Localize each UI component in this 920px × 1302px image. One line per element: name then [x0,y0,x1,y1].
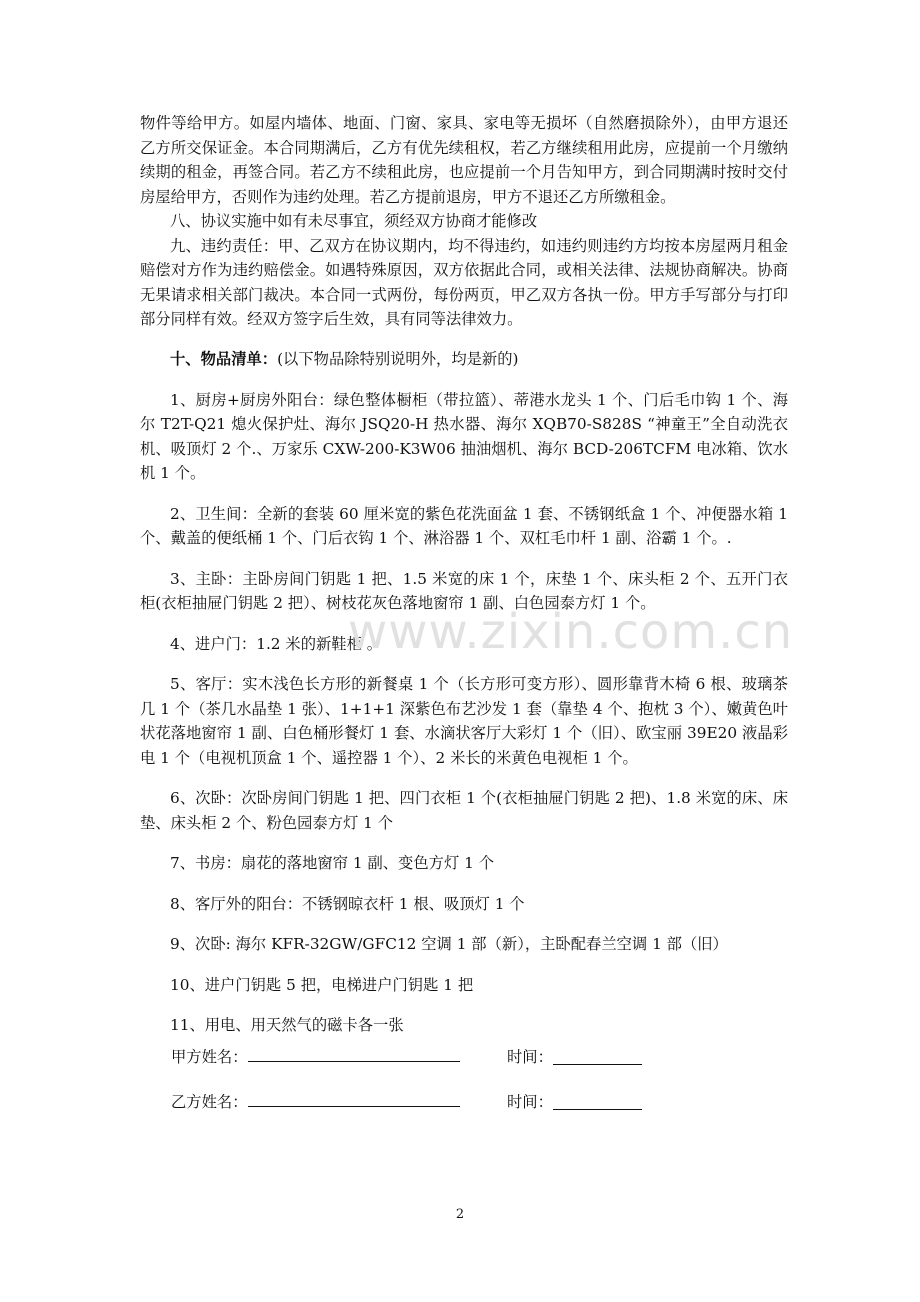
party-a-name-line[interactable] [248,1047,460,1062]
inventory-item-study: 7、书房：扇花的落地窗帘 1 副、变色方灯 1 个 [170,854,494,872]
inventory-heading-note: (以下物品除特别说明外，均是新的) [277,350,519,368]
party-b-time-label: 时间： [507,1093,553,1111]
inventory-item-bathroom: 2、卫生间：全新的套装 60 厘米宽的紫色花洗面盆 1 套、不锈钢纸盒 1 个、冲便器水箱 1 个、戴盖的便纸桶 1 个、门后衣钩 1 个、淋浴器 1 个、双杠毛巾杆 1 副、浴霸 1 个。. [140,504,788,547]
inventory-item-keys: 10、进户门钥匙 5 把，电梯进户门钥匙 1 把 [170,975,474,994]
watermark: www.zixin.com.cn [348,604,794,660]
contract-text-top [140,111,788,332]
inventory-section [140,347,788,1038]
page-number: 2 [455,1207,465,1222]
inventory-item-kitchen: 1、厨房+厨房外阳台：绿色整体橱柜（带拉篮）、蒂港水龙头 1 个、门后毛巾钩 1 个、海尔 T2T-Q21 熄火保护灶、海尔 JSQ20-H 热水器、海尔 XQB70-S828S “神童王”全自动洗衣机、吸顶灯 2 个.、万家乐 CXW-200-K3W06 抽油烟机、海尔 BCD-206TCFM 电冰箱、饮水机 1 个。 [140,390,788,482]
inventory-item-cards: 11、用电、用天然气的磁卡各一张 [170,1016,404,1034]
party-b-name-line[interactable] [248,1092,460,1107]
party-a-name-label: 甲方姓名： [171,1048,248,1066]
clause-nine: 九、违约责任：甲、乙双方在协议期内，均不得违约，如违约则违约方均按本房屋两月租金赔偿对方作为违约赔偿金。如遇特殊原因，双方依据此合同，或相关法律、法规协商解决。协商无果请求相关部门裁决。本合同一式两份，每份两页，甲乙双方各执一份。甲方手写部分与打印部分同样有效。经双方签字后生效，具有同等法律效力。 [140,236,788,328]
inventory-item-balcony: 8、客厅外的阳台：不锈钢晾衣杆 1 根、吸顶灯 1 个 [170,894,525,913]
clause-eight: 八、协议实施中如有未尽事宜，须经双方协商才能修改 [170,212,538,230]
paragraph-continuation: 物件等给甲方。如屋内墙体、地面、门窗、家具、家电等无损坏（自然磨损除外），由甲方退还乙方所交保证金。本合同期满后，乙方有优先续租权，若乙方继续租用此房，应提前一个月缴纳续期的租金，再签合同。若乙方不续租此房，也应提前一个月告知甲方，到合同期满时按时交付房屋给甲方，否则作为违约处理。若乙方提前退房，甲方不退还乙方所缴租金。 [140,114,788,206]
party-a-time-line[interactable] [553,1050,642,1065]
party-a-time-label: 时间： [507,1048,553,1066]
party-b-name-label: 乙方姓名： [171,1093,248,1111]
party-b-signature-row [171,1090,553,1114]
party-a-signature-row [171,1045,553,1069]
inventory-heading-title: 十、物品清单： [170,350,278,368]
inventory-item-master-bedroom: 3、主卧：主卧房间门钥匙 1 把、1.5 米宽的床 1 个，床垫 1 个、床头柜 2 个、五开门衣柜(衣柜抽屉门钥匙 2 把）、树枝花灰色落地窗帘 1 副、白色园泰方灯 1 个。 [140,569,788,612]
inventory-item-living-room: 5、客厅：实木浅色长方形的新餐桌 1 个（长方形可变方形）、圆形靠背木椅 6 根、玻璃茶几 1 个（茶几水晶垫 1 张）、1+1+1 深紫色布艺沙发 1 套（靠垫 4 个、抱枕 3 个）、嫩黄色叶状花落地窗帘 1 副、白色桶形餐灯 1 套、水滴状客厅大彩灯 1 个（旧）、欧宝丽 39E20 液晶彩电 1 个（电视机顶盒 1 个、遥控器 1 个）、2 米长的米黄色电视柜 1 个。 [140,675,788,767]
inventory-heading [140,347,788,372]
inventory-item-entrance: 4、进户门：1.2 米的新鞋柜 。 [170,634,383,653]
inventory-item-second-bedroom: 6、次卧：次卧房间门钥匙 1 把、四门衣柜 1 个(衣柜抽屉门钥匙 2 把)、1.8 米宽的床、床垫、床头柜 2 个、粉色园泰方灯 1 个 [140,789,788,832]
party-b-time-line[interactable] [553,1095,642,1110]
inventory-item-air-conditioners: 9、次卧: 海尔 KFR-32GW/GFC12 空调 1 部（新），主卧配春兰空调 1 部（旧） [170,935,728,953]
